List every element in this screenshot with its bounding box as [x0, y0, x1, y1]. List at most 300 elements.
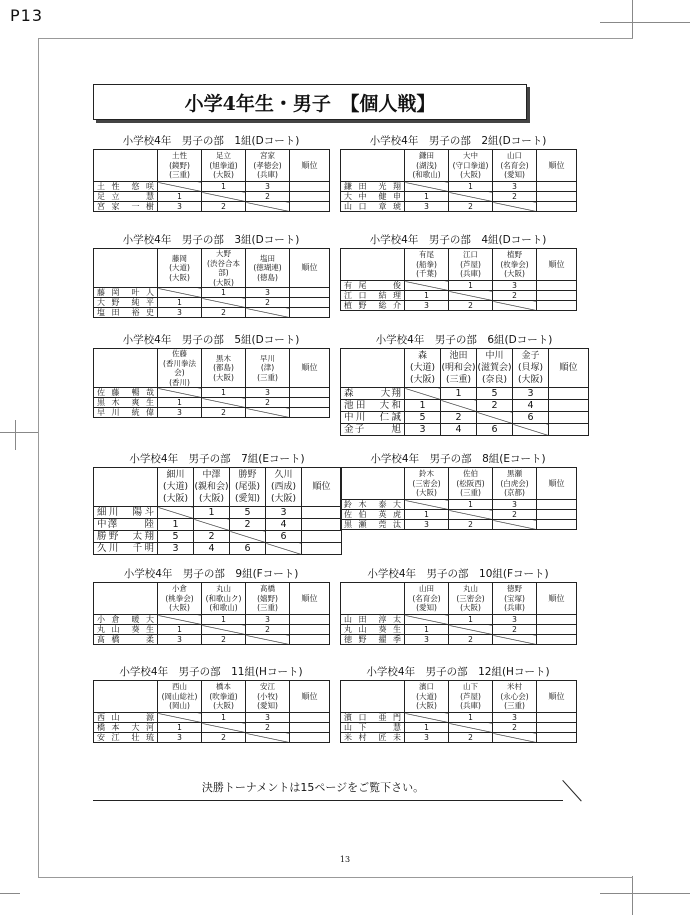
player-name: 徳 野 擢 季: [341, 635, 405, 645]
player-name: 黒 瀬 莞 汰: [341, 520, 405, 530]
self-match-cell: [194, 519, 230, 531]
player-header: [493, 681, 537, 713]
match-order-cell: 3: [493, 182, 537, 192]
table-row: [94, 733, 330, 743]
player-header-line: (守口拳道): [452, 160, 489, 170]
rank-cell: [302, 543, 342, 555]
rank-cell: [537, 301, 577, 311]
match-order-cell: 3: [246, 388, 290, 398]
self-match-cell: [477, 412, 513, 424]
player-header: [246, 681, 290, 713]
league-table: [93, 149, 330, 212]
self-match-cell: [158, 388, 202, 398]
table-row: [94, 531, 342, 543]
player-name: 植 野 総 介: [341, 301, 405, 311]
player-header-line: 黒瀬: [507, 469, 522, 479]
player-header-line: (大阪): [517, 375, 544, 385]
corner-cell: [341, 349, 405, 388]
self-match-cell: [493, 635, 537, 645]
player-name: 佐 藤 暢 哉: [94, 388, 158, 398]
player-name: 安 江 壮 琉: [94, 733, 158, 743]
rank-cell: [290, 713, 330, 723]
table-row: [94, 308, 330, 318]
player-name: 山 口 章 琥: [341, 202, 405, 212]
table-row: [341, 182, 577, 192]
player-header-line: 丸山: [463, 584, 478, 594]
match-order-cell: 1: [202, 713, 246, 723]
match-order-cell: 2: [449, 635, 493, 645]
player-name: 山 下 慧: [341, 723, 405, 733]
match-order-cell: 3: [405, 301, 449, 311]
match-order-cell: 2: [246, 192, 290, 202]
player-header-line: (大道): [416, 691, 437, 701]
rank-header: 順位: [549, 349, 589, 388]
match-order-cell: 2: [246, 298, 290, 308]
player-header-line: 久川: [274, 470, 293, 480]
player-header-line: (愛知): [257, 701, 278, 711]
match-order-cell: 2: [202, 308, 246, 318]
player-header-line: 山下: [463, 682, 478, 692]
footer-note: 決勝トーナメントは15ページをご覧下さい。: [201, 781, 425, 794]
player-header-line: (三重): [257, 603, 278, 613]
match-order-cell: 3: [405, 635, 449, 645]
player-header: [158, 249, 202, 288]
player-header: [449, 150, 493, 182]
rank-cell: [290, 202, 330, 212]
player-header-line: (愛知): [416, 603, 437, 613]
match-order-cell: 3: [158, 543, 194, 555]
player-header-line: (三重): [257, 372, 278, 382]
match-order-cell: 2: [202, 635, 246, 645]
match-order-cell: 3: [405, 733, 449, 743]
player-header-line: (西成): [270, 482, 297, 492]
player-header-line: 江口: [463, 250, 478, 260]
player-header-line: (芦屋): [460, 259, 481, 269]
match-order-cell: 2: [477, 400, 513, 412]
table-row: [341, 635, 577, 645]
rank-header: 順位: [537, 150, 577, 182]
player-name: 有 尾 俊: [341, 281, 405, 291]
player-header: [449, 249, 493, 281]
player-header: [513, 349, 549, 388]
self-match-cell: [202, 192, 246, 202]
rank-cell: [290, 308, 330, 318]
player-header-line: (大阪): [213, 277, 234, 287]
player-header-line: (三密会): [412, 478, 441, 488]
player-name: 池田 大和: [341, 400, 405, 412]
player-header-line: 橋本: [216, 682, 231, 692]
match-order-cell: 6: [230, 543, 266, 555]
player-header: [194, 468, 230, 507]
player-name: 鎌 田 光 翔: [341, 182, 405, 192]
player-header-line: 山田: [419, 584, 434, 594]
player-header-line: 小倉: [172, 584, 187, 594]
league-group: [93, 233, 330, 318]
player-header-line: (三重): [460, 488, 481, 498]
league-table: [340, 582, 577, 645]
player-header-line: (名育会): [412, 593, 441, 603]
table-row: [94, 398, 330, 408]
player-header-line: 鈴木: [419, 469, 434, 479]
crop-mark: [15, 420, 16, 450]
match-order-cell: 4: [513, 400, 549, 412]
player-header-line: 大中: [463, 151, 478, 161]
match-order-cell: 1: [405, 510, 449, 520]
match-order-cell: 2: [441, 412, 477, 424]
match-order-cell: 3: [405, 202, 449, 212]
player-name: 早 川 統 偉: [94, 408, 158, 418]
page-title: 小学4年生・男子 【個人戦】: [93, 84, 527, 120]
league-table: [93, 582, 330, 645]
league-group: [340, 233, 577, 311]
player-header: [405, 150, 449, 182]
group-title: 小学校4年 男子の部 5組(Dコート): [122, 334, 300, 346]
table-row: [94, 713, 330, 723]
league-table: [93, 248, 330, 318]
player-header-line: 鎌田: [419, 151, 434, 161]
table-row: [341, 202, 577, 212]
table-row: [94, 543, 342, 555]
match-order-cell: 3: [246, 288, 290, 298]
player-name: 細川 陽斗: [94, 507, 158, 519]
player-header-line: 宮家: [260, 151, 275, 161]
match-order-cell: 2: [230, 519, 266, 531]
rank-cell: [537, 520, 577, 530]
corner-cell: [94, 349, 158, 388]
crop-mark: [0, 432, 38, 433]
rank-cell: [290, 408, 330, 418]
match-order-cell: 1: [194, 507, 230, 519]
player-header-line: (嬉野): [257, 593, 278, 603]
match-order-cell: 1: [449, 500, 493, 510]
league-table: [340, 348, 589, 436]
match-order-cell: 3: [158, 202, 202, 212]
player-name: 大 中 健 申: [341, 192, 405, 202]
player-name: 藤 岡 叶 人: [94, 288, 158, 298]
player-header-line: 勝野: [238, 470, 257, 480]
match-order-cell: 1: [202, 388, 246, 398]
match-order-cell: 2: [449, 733, 493, 743]
player-header-line: (大阪): [213, 701, 234, 711]
group-title: 小学校4年 男子の部 6組(Dコート): [375, 334, 553, 346]
league-table: [93, 680, 330, 743]
player-name: 森 大翔: [341, 388, 405, 400]
match-order-cell: 2: [202, 202, 246, 212]
match-order-cell: 3: [405, 520, 449, 530]
match-order-cell: 1: [449, 182, 493, 192]
player-header: [405, 681, 449, 713]
player-name: 大 野 純 平: [94, 298, 158, 308]
player-header-line: (大阪): [270, 494, 297, 504]
rank-cell: [290, 298, 330, 308]
rank-cell: [537, 500, 577, 510]
player-name: 丸 山 葵 生: [341, 625, 405, 635]
rank-cell: [290, 398, 330, 408]
player-header-line: (徳島): [257, 272, 278, 282]
match-order-cell: 5: [230, 507, 266, 519]
player-header: [202, 249, 246, 288]
corner-cell: [94, 583, 158, 615]
player-header: [405, 583, 449, 615]
player-name: 土 性 悠 咲: [94, 182, 158, 192]
self-match-cell: [449, 291, 493, 301]
player-header: [493, 249, 537, 281]
player-header: [202, 681, 246, 713]
match-order-cell: 4: [194, 543, 230, 555]
self-match-cell: [230, 531, 266, 543]
player-header: [246, 249, 290, 288]
player-header: [477, 349, 513, 388]
player-header-line: (奈良): [481, 375, 508, 385]
player-header-line: (大道): [169, 263, 190, 273]
self-match-cell: [202, 625, 246, 635]
player-header-line: (大阪): [198, 494, 225, 504]
player-name: 足 立 慧: [94, 192, 158, 202]
player-header-line: 中澤: [202, 470, 221, 480]
player-name: 丸 山 葵 生: [94, 625, 158, 635]
crop-mark: [600, 893, 690, 894]
match-order-cell: 1: [449, 281, 493, 291]
self-match-cell: [405, 713, 449, 723]
player-header-line: (滋賀会): [477, 363, 512, 373]
table-row: [94, 408, 330, 418]
player-header: [158, 468, 194, 507]
player-name: 米 村 匠 未: [341, 733, 405, 743]
player-header: [493, 468, 537, 500]
table-row: [94, 192, 330, 202]
player-header-line: 藤岡: [172, 253, 187, 263]
self-match-cell: [449, 192, 493, 202]
table-row: [94, 519, 342, 531]
match-order-cell: 4: [266, 519, 302, 531]
match-order-cell: 6: [513, 412, 549, 424]
match-order-cell: 2: [449, 301, 493, 311]
player-header-line: 大野: [216, 249, 231, 258]
player-header-line: (枚拳会): [500, 259, 529, 269]
player-header-line: 植野: [507, 250, 522, 260]
player-header-line: (岡山): [169, 701, 190, 711]
player-header-line: (旭拳道): [209, 160, 238, 170]
match-order-cell: 3: [246, 615, 290, 625]
league-table: [340, 248, 577, 311]
player-header-line: (兵庫): [460, 701, 481, 711]
player-header-line: (桃拳会): [165, 593, 194, 603]
rank-header: 順位: [290, 681, 330, 713]
player-header-line: (松阪西): [456, 478, 485, 488]
self-match-cell: [158, 615, 202, 625]
player-header-line: (兵庫): [257, 170, 278, 180]
match-order-cell: 2: [493, 192, 537, 202]
rank-header: 順位: [537, 249, 577, 281]
player-header-line: (香川拳法会): [163, 358, 196, 377]
crop-mark: [0, 893, 20, 894]
self-match-cell: [246, 202, 290, 212]
rank-cell: [537, 615, 577, 625]
match-order-cell: 2: [493, 625, 537, 635]
table-row: [94, 507, 342, 519]
table-row: [341, 733, 577, 743]
group-title: 小学校4年 男子の部 11組(Hコート): [119, 666, 303, 678]
match-order-cell: 1: [405, 400, 441, 412]
league-table: [340, 680, 577, 743]
corner-cell: [94, 468, 158, 507]
rank-cell: [290, 723, 330, 733]
player-name: 鈴 木 泰 大: [341, 500, 405, 510]
player-header-line: 塩田: [260, 253, 275, 263]
match-order-cell: 2: [194, 531, 230, 543]
rank-cell: [302, 507, 342, 519]
match-order-cell: 1: [158, 298, 202, 308]
match-order-cell: 3: [513, 388, 549, 400]
match-order-cell: 2: [493, 291, 537, 301]
group-title: 小学校4年 男子の部 12組(Hコート): [366, 666, 550, 678]
league-table: [340, 467, 577, 530]
player-header-line: 黒木: [216, 353, 231, 363]
player-header-line: 濱口: [419, 682, 434, 692]
player-header-line: (大阪): [409, 375, 436, 385]
self-match-cell: [158, 507, 194, 519]
rank-cell: [549, 400, 589, 412]
player-header-line: (千葉): [416, 269, 437, 279]
table-row: [341, 723, 577, 733]
match-order-cell: 1: [158, 192, 202, 202]
match-order-cell: 3: [405, 424, 441, 436]
rank-cell: [537, 625, 577, 635]
player-header-line: (鏡野): [169, 160, 190, 170]
rank-header: 順位: [290, 349, 330, 388]
corner-cell: [341, 150, 405, 182]
player-header: [405, 468, 449, 500]
page-number: 13: [339, 855, 351, 864]
player-header: [493, 583, 537, 615]
self-match-cell: [449, 510, 493, 520]
table-row: [341, 291, 577, 301]
player-header-line: (船拳): [416, 259, 437, 269]
player-header-line: 細川: [166, 470, 185, 480]
rank-cell: [537, 635, 577, 645]
table-row: [341, 500, 577, 510]
player-header: [158, 583, 202, 615]
player-header-line: (渋谷合本部): [207, 258, 240, 277]
player-header-line: (和歌山): [412, 170, 441, 180]
rank-cell: [290, 388, 330, 398]
self-match-cell: [493, 520, 537, 530]
player-header-line: (明和会): [441, 363, 476, 373]
table-row: [341, 510, 577, 520]
player-header: [230, 468, 266, 507]
group-title: 小学校4年 男子の部 2組(Dコート): [369, 135, 547, 147]
league-group: [340, 452, 577, 530]
league-group: [93, 333, 330, 418]
player-header-line: (大阪): [416, 488, 437, 498]
table-row: [94, 625, 330, 635]
rank-header: 順位: [537, 583, 577, 615]
player-name: 勝野 太翔: [94, 531, 158, 543]
self-match-cell: [405, 615, 449, 625]
match-order-cell: 3: [266, 507, 302, 519]
match-order-cell: 5: [405, 412, 441, 424]
self-match-cell: [202, 298, 246, 308]
table-row: [94, 635, 330, 645]
player-header-line: (湖浅): [416, 160, 437, 170]
self-match-cell: [246, 733, 290, 743]
match-order-cell: 3: [493, 281, 537, 291]
player-header-line: (吹拳道): [209, 691, 238, 701]
group-title: 小学校4年 男子の部 3組(Dコート): [122, 234, 300, 246]
match-order-cell: 4: [441, 424, 477, 436]
player-header-line: (兵庫): [504, 603, 525, 613]
match-order-cell: 1: [441, 388, 477, 400]
player-header-line: (徳瑚連): [253, 263, 282, 273]
match-order-cell: 3: [158, 308, 202, 318]
rank-cell: [302, 531, 342, 543]
crop-mark: [600, 22, 690, 23]
player-header-line: 米村: [507, 682, 522, 692]
player-header-line: 安江: [260, 682, 275, 692]
player-header-line: (芦屋): [460, 691, 481, 701]
self-match-cell: [246, 635, 290, 645]
self-match-cell: [202, 398, 246, 408]
table-row: [341, 625, 577, 635]
rank-cell: [537, 291, 577, 301]
match-order-cell: 1: [202, 182, 246, 192]
self-match-cell: [493, 733, 537, 743]
rank-cell: [537, 510, 577, 520]
table-row: [94, 298, 330, 308]
player-header: [158, 681, 202, 713]
table-row: [341, 615, 577, 625]
rank-cell: [302, 519, 342, 531]
player-name: 佐 伯 英 虎: [341, 510, 405, 520]
rank-cell: [537, 182, 577, 192]
group-title: 小学校4年 男子の部 10組(Fコート): [367, 568, 549, 580]
match-order-cell: 2: [246, 625, 290, 635]
league-group: [340, 665, 577, 743]
corner-cell: [341, 681, 405, 713]
match-order-cell: 1: [405, 291, 449, 301]
player-header-line: (大阪): [460, 170, 481, 180]
match-order-cell: 3: [158, 733, 202, 743]
player-header: [202, 583, 246, 615]
player-header: [246, 349, 290, 388]
league-group: [93, 452, 342, 555]
player-header-line: 佐伯: [463, 469, 478, 479]
match-order-cell: 2: [449, 520, 493, 530]
player-name: 塩 田 裕 史: [94, 308, 158, 318]
league-group: [340, 134, 577, 212]
player-header-line: 池田: [449, 351, 468, 361]
league-group: [340, 333, 589, 436]
player-name: 黒 木 爽 生: [94, 398, 158, 408]
group-title: 小学校4年 男子の部 9組(Fコート): [123, 568, 299, 580]
rank-header: 順位: [537, 681, 577, 713]
table-row: [341, 424, 589, 436]
corner-cell: [341, 249, 405, 281]
self-match-cell: [405, 500, 449, 510]
player-name: 濱 口 亜 門: [341, 713, 405, 723]
match-order-cell: 1: [158, 519, 194, 531]
match-order-cell: 2: [449, 202, 493, 212]
player-header-line: (白虎会): [500, 478, 529, 488]
league-group: [340, 567, 577, 645]
league-group: [93, 665, 330, 743]
rank-header: 順位: [537, 468, 577, 500]
player-name: 江 口 結 理: [341, 291, 405, 301]
corner-cell: [94, 249, 158, 288]
player-header: [202, 349, 246, 388]
match-order-cell: 3: [493, 615, 537, 625]
table-row: [94, 288, 330, 298]
